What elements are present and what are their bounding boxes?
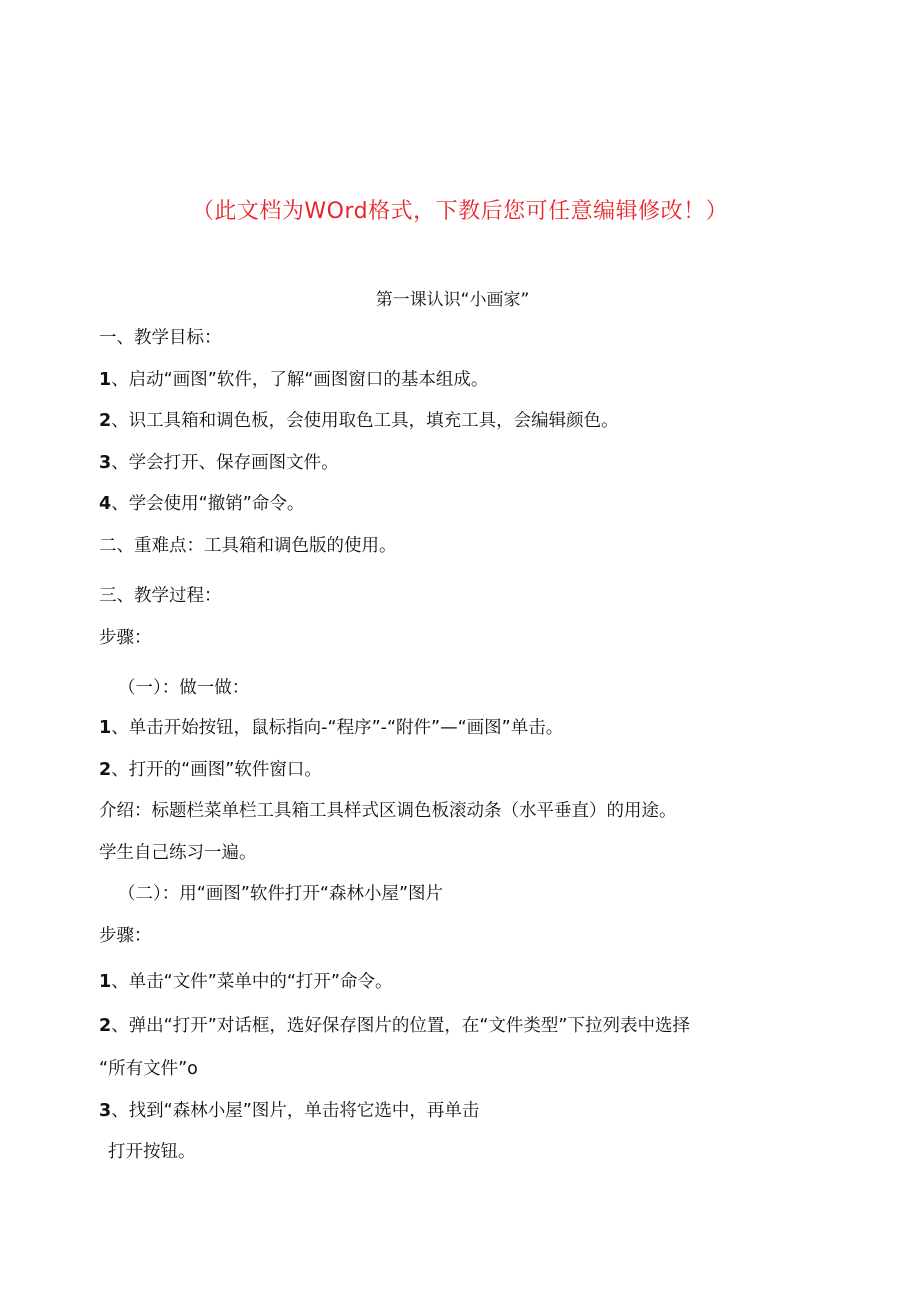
paragraph-text: 步骤： <box>99 628 152 648</box>
introduction <box>99 799 677 823</box>
paragraph-text: （二）：用“画图”软件打开“森林小屋”图片 <box>118 884 444 904</box>
objective-2 <box>99 409 619 433</box>
paragraph-text: 介绍：标题栏菜单栏工具箱工具样式区调色板滚动条（水平垂直）的用途。 <box>99 801 677 821</box>
paragraph-text: 步骤： <box>99 926 152 946</box>
process-heading <box>99 584 222 608</box>
item-text: 、找到“森林小屋”图片，单击将它选中，再单击 <box>111 1101 480 1121</box>
item-text: 、单击“文件”菜单中的“打开”命令。 <box>111 972 393 992</box>
item-number: 1 <box>99 972 112 992</box>
paragraph-text: 三、教学过程： <box>99 586 222 606</box>
lesson-title: 第一课认识“小画家” <box>375 290 530 310</box>
key-points <box>99 534 397 558</box>
item-number: 4 <box>99 494 112 514</box>
item-number: 3 <box>99 453 112 473</box>
step-2-continued <box>99 1057 198 1081</box>
edit-notice: （此文档为WOrd格式，下教后您可任意编辑修改！） <box>191 199 729 224</box>
paragraph <box>99 326 222 350</box>
item-text: 、学会使用“撤销”命令。 <box>111 494 305 514</box>
item-text: 、启动“画图”软件，了解“画图窗口的基本组成。 <box>111 370 489 390</box>
item-number: 2 <box>99 760 112 780</box>
item-number: 2 <box>99 1016 112 1036</box>
step-3 <box>99 1099 479 1123</box>
section-1-heading <box>118 676 249 700</box>
objective-1 <box>99 368 488 392</box>
item-text: 、识工具箱和调色板，会使用取色工具，填充工具，会编辑颜色。 <box>111 411 619 431</box>
step-1 <box>99 970 392 994</box>
paragraph-text: “所有文件”o <box>99 1059 198 1079</box>
paragraph-text: 二、重难点：工具箱和调色版的使用。 <box>99 536 397 556</box>
item-number: 1 <box>99 718 112 738</box>
item-number: 1 <box>99 370 112 390</box>
step-2 <box>99 758 322 782</box>
step-1 <box>99 716 563 740</box>
objective-3 <box>99 451 339 475</box>
item-number: 2 <box>99 411 112 431</box>
item-text: 、学会打开、保存画图文件。 <box>111 453 339 473</box>
item-text: 、单击开始按钮，鼠标指向-“程序”-“附件”—“画图”单击。 <box>111 718 564 738</box>
steps-label <box>99 924 152 948</box>
paragraph-text: 一、教学目标： <box>99 328 222 348</box>
item-number: 3 <box>99 1101 112 1121</box>
section-2-heading <box>118 882 443 906</box>
step-3-continued <box>108 1140 196 1164</box>
paragraph-text: （一）：做一做： <box>118 678 250 698</box>
objective-4 <box>99 492 304 516</box>
item-text: 、弹出“打开”对话框，选好保存图片的位置，在“文件类型”下拉列表中选择 <box>111 1016 690 1036</box>
step-2 <box>99 1014 690 1038</box>
item-text: 、打开的“画图”软件窗口。 <box>111 760 322 780</box>
paragraph-text: 打开按钮。 <box>108 1142 196 1162</box>
paragraph-text: 学生自己练习一遍。 <box>99 843 257 863</box>
student-practice <box>99 841 257 865</box>
steps-label <box>99 626 152 650</box>
